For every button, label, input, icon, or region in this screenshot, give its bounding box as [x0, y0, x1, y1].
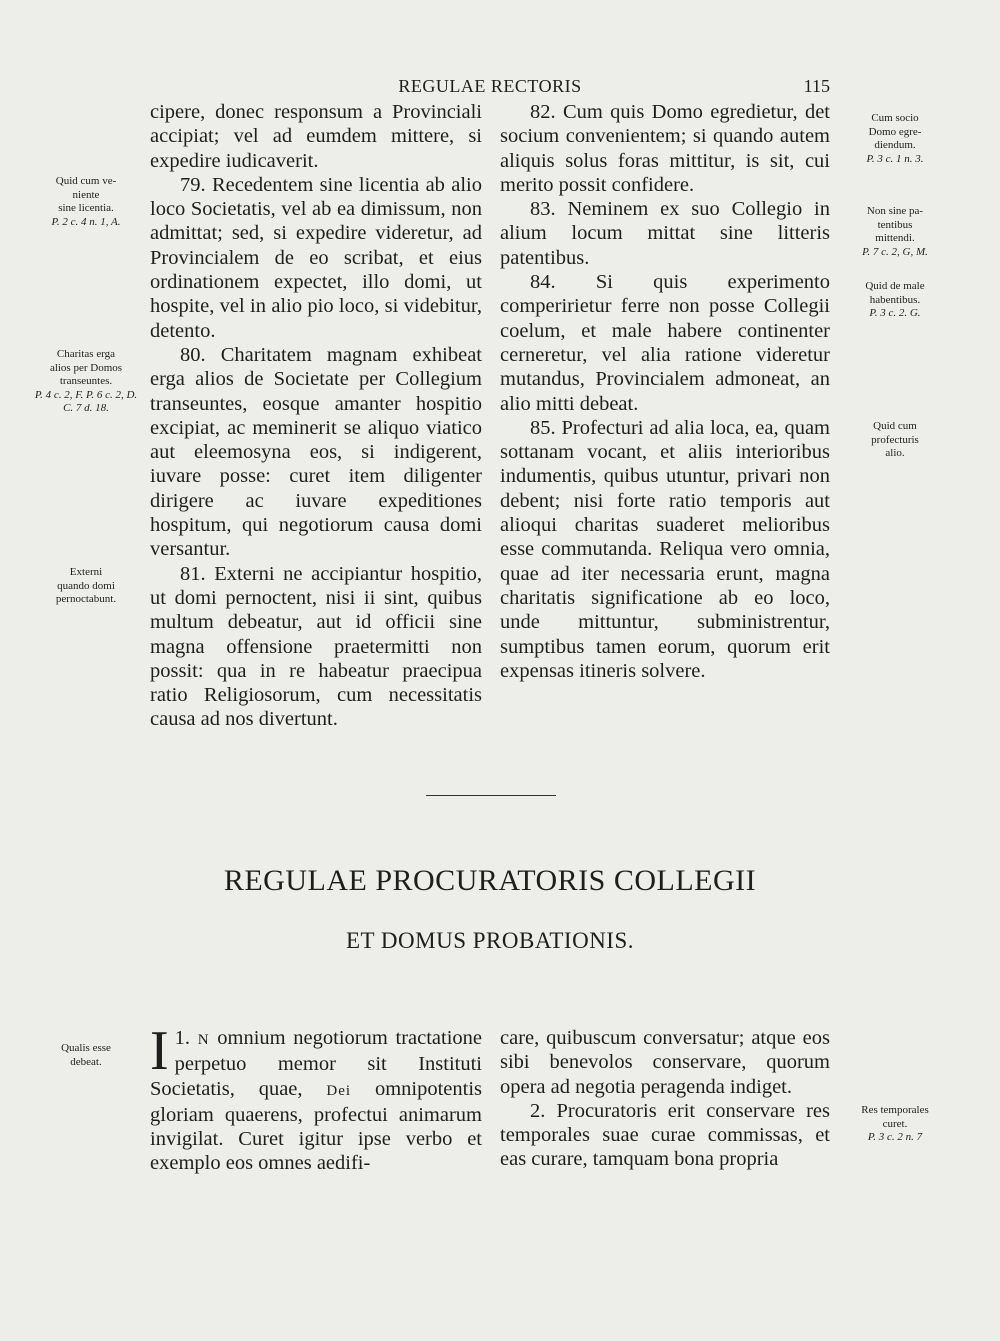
margin-note-reference: P. 7 c. 2, G, M. — [862, 245, 928, 258]
margin-note-line: curet. — [882, 1117, 908, 1130]
margin-note-reference: P. 3 c. 2. G. — [869, 307, 921, 319]
margin-note — [840, 280, 950, 321]
margin-note-line: sine licentia. — [58, 202, 114, 214]
margin-note-line: Domo egre- — [868, 125, 922, 138]
paragraph: 80. Charitatem magnam exhibeat erga alios de Societate per Collegium transeuntes, eosque amanter hospitio excipiat, ac meminerit se aliquo viatico aut eleemosyna eos, si indigerent, iuvare posse: curet item diligenter dirigere ac iuvare expeditiones hospitum, qui negotiorum causa domi versantur. — [150, 343, 482, 561]
margin-note-line: Res temporales — [861, 1104, 929, 1116]
margin-note — [30, 566, 142, 607]
paragraph: 84. Si quis experimento comperirietur ferre non posse Collegii coelum, et male habere continenter cerneretur, vel alia ratione videretur mutandus, Provincialem admoneat, an alio mitti debeat. — [500, 271, 830, 415]
left-column-top — [150, 100, 482, 732]
left-column-bottom — [150, 1020, 483, 1176]
margin-note-reference: P. 4 c. 2, F. P. 6 c. 2, D. C. 7 d. 18. — [34, 388, 138, 414]
margin-note-line: Quid de male — [865, 280, 925, 292]
right-column-top — [500, 100, 830, 683]
margin-note — [840, 1104, 950, 1145]
paragraph: care, quibuscum conversatur; atque eos sibi benevolos conservare, quorum opera ad negotia peragenda indiget. — [500, 1027, 830, 1098]
margin-note-line: Externi — [69, 566, 103, 578]
paragraph-number: 1. — [174, 1027, 191, 1049]
margin-note-line: habentibus. — [869, 293, 921, 306]
paragraph: 85. Profecturi ad alia loca, ea, quam sottanam vocant, et aliis interioribus indumentis, quibus utuntur, privari non debent; nisi forte ratio temporis aut alioqui charitas suaderet melioribus esse commutanda. Reliqua vero omnia, quae ad iter necessaria erunt, magna charitatis significatione ab eo loco, unde mittuntur, subministrentur, sumptibus tamen eorum, quorum erit expensas itineris solvere. — [500, 416, 830, 682]
margin-note — [840, 420, 950, 461]
section-subtitle: ET DOMUS PROBATIONIS. — [345, 928, 635, 953]
margin-note — [30, 1042, 142, 1069]
margin-note-reference: P. 3 c. 2 n. 7 — [867, 1131, 923, 1143]
section-divider — [426, 795, 556, 796]
running-header — [150, 76, 830, 100]
margin-note-line: niente — [72, 188, 100, 201]
paragraph: 79. Recedentem sine licentia ab alio loco Societatis, vel ab ea dimissum, non admittat; sed, si expedire videretur, ad Provincialem de eo scribat, et eius ordinationem expectet, illo domi, ut hospite, vel in alio pio loco, si videbitur, detento. — [150, 173, 482, 342]
paragraph: 2. Procuratoris erit conservare res temporales suae curae commissas, et eas curare, tamquam bona propria — [500, 1099, 830, 1171]
margin-note-line: transeuntes. — [59, 375, 113, 387]
margin-note-line: debeat. — [70, 1055, 102, 1068]
margin-note-line: quando domi — [57, 579, 115, 592]
paragraph-text: omnium negotiorum tractatione perpetuo memor sit Instituti Societatis, quae, — [150, 1027, 483, 1100]
section-title: REGULAE PROCURATORIS COLLEGII — [223, 864, 757, 897]
small-caps: Dei — [326, 1082, 352, 1099]
paragraph: 81. Externi ne accipiantur hospitio, ut domi pernoctent, nisi ii sint, quibus multum debeatur, aut id officii sine magna offensione praetermitti non possit: qua in re habeatur praecipua ratio Religiosorum, cum necessitatis causa ad nos divertunt. — [150, 562, 482, 731]
margin-note-reference: P. 2 c. 4 n. 1, A. — [51, 215, 121, 228]
margin-note-line: diendum. — [874, 139, 916, 151]
paragraph: 83. Neminem ex suo Collegio in alium locum mittat sine litteris patentibus. — [500, 198, 830, 269]
margin-note-line: mittendi. — [875, 232, 915, 244]
margin-note-line: alio. — [885, 447, 905, 459]
right-column-bottom — [500, 1026, 830, 1172]
margin-note — [30, 348, 142, 416]
margin-note-line: Non sine pa- — [866, 205, 924, 217]
drop-cap: I — [150, 1020, 169, 1082]
margin-note — [840, 112, 950, 166]
margin-note-line: Charitas erga — [56, 348, 116, 360]
margin-note-line: Quid cum — [873, 420, 917, 432]
margin-note-line: pernoctabunt. — [55, 593, 117, 605]
page-number: 115 — [803, 76, 830, 96]
running-title: REGULAE RECTORIS — [398, 76, 582, 96]
margin-note-line: Quid cum ve- — [55, 175, 117, 187]
margin-note-line: alios per Domos — [49, 361, 123, 374]
paragraph — [150, 1020, 483, 1176]
margin-note-line: profecturis — [871, 433, 919, 446]
margin-note — [840, 205, 950, 259]
margin-note-reference: P. 3 c. 1 n. 3. — [866, 152, 924, 165]
paragraph-text: omnipotentis gloriam quaerens, profectui animarum invigilat. Curet igitur ipse verbo et exemplo eos omnes aedifi- — [150, 1077, 483, 1175]
paragraph: 82. Cum quis Domo egredietur, det socium convenientem; si quando autem aliquis solus foras mittitur, is sit, cui merito possit confidere. — [500, 101, 830, 196]
margin-note-line: Qualis esse — [61, 1042, 111, 1054]
margin-note-line: tentibus — [877, 218, 913, 231]
small-caps: N — [197, 1032, 210, 1048]
margin-note — [30, 175, 142, 229]
paragraph: cipere, donec responsum a Provinciali accipiat; vel ad eumdem mittere, si expedire iudicaverit. — [150, 101, 482, 172]
margin-note-line: Cum socio — [871, 112, 919, 124]
